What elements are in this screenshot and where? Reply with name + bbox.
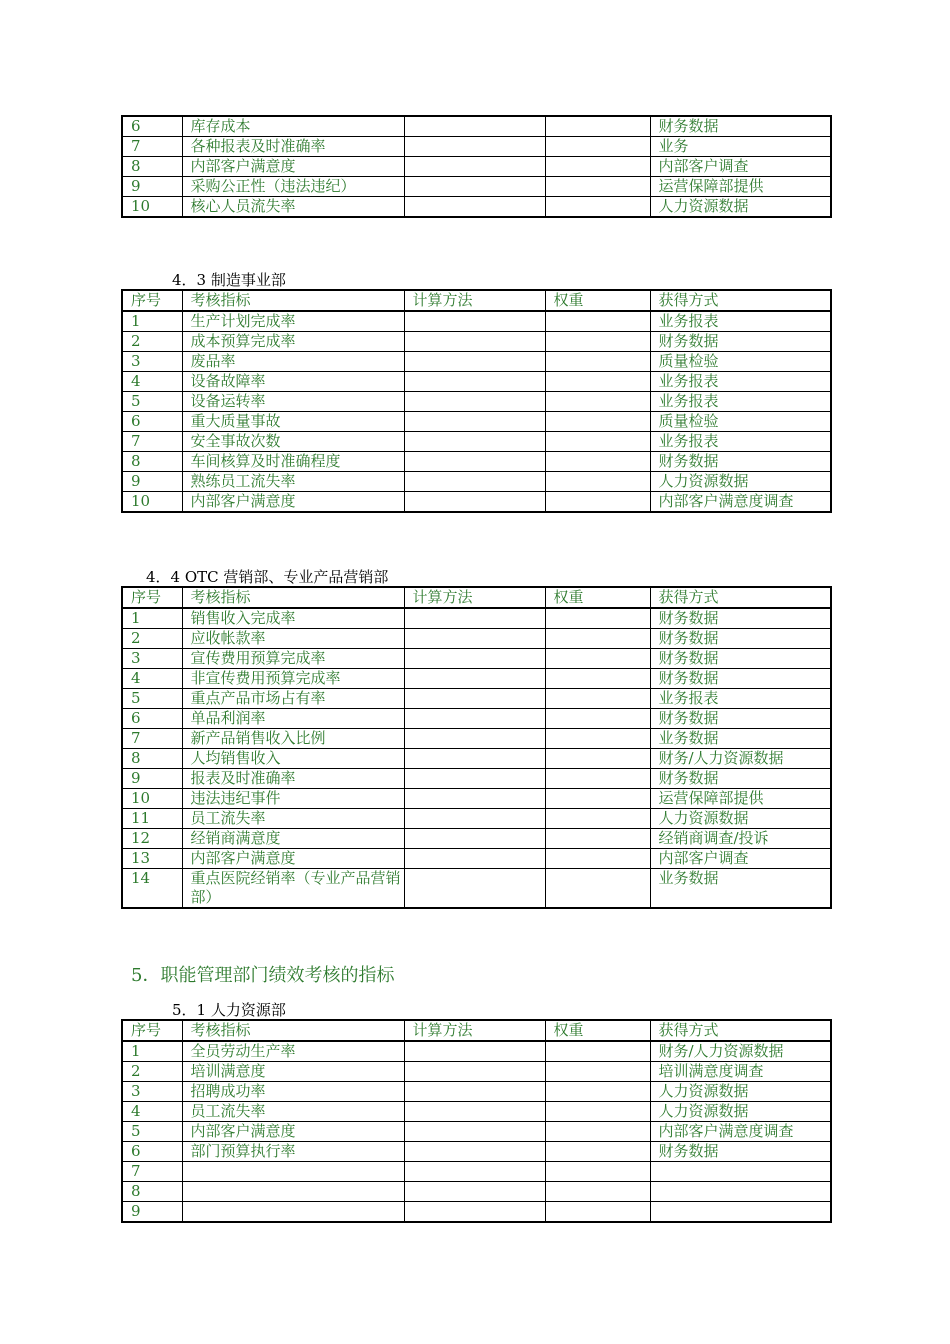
table-row: [122, 1142, 831, 1162]
table-row: [122, 1162, 831, 1182]
table-4-4: [121, 586, 832, 909]
cell-source: 财务数据: [650, 1142, 831, 1162]
cell-source: [650, 1162, 831, 1182]
cell-row-number: 7: [122, 1162, 182, 1182]
cell-indicator: 销售收入完成率: [182, 608, 404, 629]
cell-calc-method: [404, 649, 545, 669]
cell-weight: [545, 849, 650, 869]
table-row: [122, 352, 831, 372]
table-row: [122, 432, 831, 452]
cell-weight: [545, 372, 650, 392]
cell-weight: [545, 137, 650, 157]
cell-row-number: 6: [122, 116, 182, 137]
cell-source: 财务数据: [650, 769, 831, 789]
cell-calc-method: [404, 157, 545, 177]
table-row: [122, 729, 831, 749]
cell-source: 财务数据: [650, 116, 831, 137]
table-row: [122, 689, 831, 709]
cell-calc-method: [404, 809, 545, 829]
cell-weight: [545, 177, 650, 197]
cell-indicator: 采购公正性（违法违纪）: [182, 177, 404, 197]
cell-indicator: 内部客户满意度: [182, 492, 404, 513]
cell-calc-method: [404, 769, 545, 789]
table-row: [122, 629, 831, 649]
cell-weight: [545, 1202, 650, 1223]
cell-row-number: 8: [122, 452, 182, 472]
cell-indicator: 人均销售收入: [182, 749, 404, 769]
table-row: [122, 1041, 831, 1062]
cell-indicator: 应收帐款率: [182, 629, 404, 649]
cell-row-number: 1: [122, 608, 182, 629]
table-row: [122, 177, 831, 197]
cell-source: 质量检验: [650, 412, 831, 432]
cell-calc-method: [404, 629, 545, 649]
header-row-number: 序号: [122, 587, 182, 608]
cell-weight: [545, 829, 650, 849]
cell-calc-method: [404, 749, 545, 769]
section-5-1-heading: 5．1 人力资源部: [172, 1001, 286, 1019]
cell-calc-method: [404, 1162, 545, 1182]
cell-calc-method: [404, 1122, 545, 1142]
cell-calc-method: [404, 332, 545, 352]
cell-indicator: 车间核算及时准确程度: [182, 452, 404, 472]
cell-calc-method: [404, 789, 545, 809]
cell-source: 内部客户调查: [650, 157, 831, 177]
table-row: [122, 311, 831, 332]
cell-indicator: 违法违纪事件: [182, 789, 404, 809]
cell-row-number: 5: [122, 1122, 182, 1142]
cell-calc-method: [404, 492, 545, 513]
cell-weight: [545, 1041, 650, 1062]
cell-row-number: 13: [122, 849, 182, 869]
cell-weight: [545, 197, 650, 218]
cell-weight: [545, 709, 650, 729]
cell-source: 业务报表: [650, 372, 831, 392]
table-row: [122, 332, 831, 352]
cell-weight: [545, 116, 650, 137]
cell-source: 财务数据: [650, 709, 831, 729]
table-row: [122, 412, 831, 432]
cell-source: 财务/人力资源数据: [650, 749, 831, 769]
cell-indicator: 员工流失率: [182, 809, 404, 829]
cell-source: 业务报表: [650, 392, 831, 412]
table-row: [122, 1082, 831, 1102]
cell-row-number: 9: [122, 177, 182, 197]
cell-weight: [545, 689, 650, 709]
cell-weight: [545, 472, 650, 492]
cell-row-number: 11: [122, 809, 182, 829]
header-source: 获得方式: [650, 290, 831, 311]
cell-calc-method: [404, 829, 545, 849]
cell-row-number: 8: [122, 749, 182, 769]
cell-source: 财务数据: [650, 649, 831, 669]
cell-source: 业务报表: [650, 311, 831, 332]
cell-row-number: 4: [122, 372, 182, 392]
table-row: [122, 869, 831, 909]
cell-weight: [545, 311, 650, 332]
table-row: [122, 472, 831, 492]
table-row: [122, 392, 831, 412]
table-row: [122, 1122, 831, 1142]
section-4-3-heading: 4．3 制造事业部: [172, 271, 286, 289]
cell-weight: [545, 1082, 650, 1102]
cell-calc-method: [404, 1102, 545, 1122]
cell-calc-method: [404, 392, 545, 412]
table-row: [122, 197, 831, 218]
table-row: [122, 1202, 831, 1223]
cell-source: 运营保障部提供: [650, 789, 831, 809]
header-calc-method: 计算方法: [404, 587, 545, 608]
cell-row-number: 7: [122, 729, 182, 749]
cell-weight: [545, 1122, 650, 1142]
cell-calc-method: [404, 1202, 545, 1223]
cell-source: 经销商调查/投诉: [650, 829, 831, 849]
header-calc-method: 计算方法: [404, 1020, 545, 1041]
cell-row-number: 14: [122, 869, 182, 909]
cell-source: 质量检验: [650, 352, 831, 372]
cell-weight: [545, 789, 650, 809]
cell-calc-method: [404, 472, 545, 492]
cell-calc-method: [404, 372, 545, 392]
cell-indicator: 重点医院经销率（专业产品营销部）: [182, 869, 404, 909]
table-5-1: [121, 1019, 832, 1223]
cell-weight: [545, 1162, 650, 1182]
cell-weight: [545, 452, 650, 472]
cell-weight: [545, 869, 650, 909]
table-continued: [121, 115, 832, 218]
table-row: [122, 709, 831, 729]
cell-calc-method: [404, 452, 545, 472]
cell-indicator: [182, 1162, 404, 1182]
cell-indicator: 培训满意度: [182, 1062, 404, 1082]
cell-indicator: 重大质量事故: [182, 412, 404, 432]
cell-weight: [545, 608, 650, 629]
cell-row-number: 8: [122, 157, 182, 177]
cell-source: 人力资源数据: [650, 1102, 831, 1122]
cell-source: 业务数据: [650, 869, 831, 909]
table-row: [122, 1182, 831, 1202]
cell-weight: [545, 392, 650, 412]
header-calc-method: 计算方法: [404, 290, 545, 311]
table-row: [122, 809, 831, 829]
cell-calc-method: [404, 849, 545, 869]
cell-indicator: 熟练员工流失率: [182, 472, 404, 492]
cell-weight: [545, 432, 650, 452]
cell-source: 人力资源数据: [650, 1082, 831, 1102]
header-indicator: 考核指标: [182, 290, 404, 311]
cell-calc-method: [404, 177, 545, 197]
cell-calc-method: [404, 1041, 545, 1062]
cell-source: 培训满意度调查: [650, 1062, 831, 1082]
cell-row-number: 5: [122, 689, 182, 709]
cell-indicator: 单品利润率: [182, 709, 404, 729]
cell-indicator: 经销商满意度: [182, 829, 404, 849]
cell-weight: [545, 669, 650, 689]
cell-calc-method: [404, 311, 545, 332]
header-row-number: 序号: [122, 1020, 182, 1041]
cell-indicator: 安全事故次数: [182, 432, 404, 452]
cell-row-number: 3: [122, 649, 182, 669]
cell-source: 财务数据: [650, 669, 831, 689]
header-indicator: 考核指标: [182, 587, 404, 608]
cell-row-number: 2: [122, 629, 182, 649]
cell-row-number: 4: [122, 1102, 182, 1122]
cell-source: 人力资源数据: [650, 197, 831, 218]
cell-weight: [545, 1062, 650, 1082]
cell-source: 人力资源数据: [650, 809, 831, 829]
cell-indicator: 库存成本: [182, 116, 404, 137]
cell-indicator: 内部客户满意度: [182, 849, 404, 869]
cell-source: 财务/人力资源数据: [650, 1041, 831, 1062]
cell-weight: [545, 729, 650, 749]
table-row: [122, 849, 831, 869]
cell-calc-method: [404, 412, 545, 432]
cell-row-number: 7: [122, 137, 182, 157]
cell-indicator: 废品率: [182, 352, 404, 372]
cell-indicator: 内部客户满意度: [182, 1122, 404, 1142]
cell-indicator: 各种报表及时准确率: [182, 137, 404, 157]
cell-row-number: 6: [122, 709, 182, 729]
cell-row-number: 10: [122, 492, 182, 513]
cell-row-number: 3: [122, 1082, 182, 1102]
table-row: [122, 157, 831, 177]
header-weight: 权重: [545, 587, 650, 608]
cell-row-number: 12: [122, 829, 182, 849]
cell-weight: [545, 1182, 650, 1202]
cell-calc-method: [404, 709, 545, 729]
cell-indicator: 设备故障率: [182, 372, 404, 392]
cell-weight: [545, 332, 650, 352]
table-row: [122, 749, 831, 769]
cell-row-number: 1: [122, 311, 182, 332]
cell-row-number: 10: [122, 197, 182, 218]
cell-indicator: 报表及时准确率: [182, 769, 404, 789]
cell-row-number: 9: [122, 472, 182, 492]
cell-weight: [545, 352, 650, 372]
cell-row-number: 1: [122, 1041, 182, 1062]
cell-weight: [545, 157, 650, 177]
cell-row-number: 10: [122, 789, 182, 809]
table-header-row: [122, 290, 831, 311]
cell-weight: [545, 809, 650, 829]
cell-source: [650, 1202, 831, 1223]
cell-source: 业务数据: [650, 729, 831, 749]
cell-row-number: 5: [122, 392, 182, 412]
cell-indicator: 核心人员流失率: [182, 197, 404, 218]
table-row: [122, 492, 831, 513]
table-row: [122, 137, 831, 157]
cell-indicator: 成本预算完成率: [182, 332, 404, 352]
cell-indicator: 重点产品市场占有率: [182, 689, 404, 709]
header-source: 获得方式: [650, 1020, 831, 1041]
cell-calc-method: [404, 1082, 545, 1102]
table-row: [122, 1102, 831, 1122]
cell-row-number: 2: [122, 1062, 182, 1082]
header-weight: 权重: [545, 1020, 650, 1041]
cell-weight: [545, 769, 650, 789]
cell-calc-method: [404, 1142, 545, 1162]
cell-source: 财务数据: [650, 332, 831, 352]
cell-weight: [545, 412, 650, 432]
table-row: [122, 452, 831, 472]
header-row-number: 序号: [122, 290, 182, 311]
cell-weight: [545, 629, 650, 649]
table-header-row: [122, 1020, 831, 1041]
table-row: [122, 116, 831, 137]
section-4-4-heading: 4．4 OTC 营销部、专业产品营销部: [146, 568, 389, 586]
table-row: [122, 829, 831, 849]
cell-calc-method: [404, 669, 545, 689]
cell-calc-method: [404, 352, 545, 372]
cell-weight: [545, 649, 650, 669]
cell-indicator: 设备运转率: [182, 392, 404, 412]
cell-source: 财务数据: [650, 629, 831, 649]
cell-row-number: 9: [122, 1202, 182, 1223]
cell-weight: [545, 1102, 650, 1122]
cell-row-number: 2: [122, 332, 182, 352]
cell-source: 财务数据: [650, 608, 831, 629]
table-row: [122, 669, 831, 689]
cell-indicator: 内部客户满意度: [182, 157, 404, 177]
cell-row-number: 9: [122, 769, 182, 789]
cell-calc-method: [404, 608, 545, 629]
cell-source: 财务数据: [650, 452, 831, 472]
cell-source: 业务报表: [650, 689, 831, 709]
table-4-3: [121, 289, 832, 513]
table-header-row: [122, 587, 831, 608]
cell-calc-method: [404, 689, 545, 709]
cell-indicator: 非宣传费用预算完成率: [182, 669, 404, 689]
cell-weight: [545, 492, 650, 513]
table-row: [122, 789, 831, 809]
cell-indicator: 生产计划完成率: [182, 311, 404, 332]
cell-calc-method: [404, 869, 545, 909]
cell-indicator: 招聘成功率: [182, 1082, 404, 1102]
cell-source: 内部客户调查: [650, 849, 831, 869]
cell-source: 业务报表: [650, 432, 831, 452]
cell-calc-method: [404, 1182, 545, 1202]
cell-indicator: [182, 1202, 404, 1223]
cell-calc-method: [404, 432, 545, 452]
cell-source: 运营保障部提供: [650, 177, 831, 197]
cell-calc-method: [404, 729, 545, 749]
cell-source: 内部客户满意度调查: [650, 492, 831, 513]
cell-indicator: 员工流失率: [182, 1102, 404, 1122]
cell-row-number: 6: [122, 1142, 182, 1162]
cell-source: 内部客户满意度调查: [650, 1122, 831, 1142]
table-row: [122, 608, 831, 629]
cell-weight: [545, 749, 650, 769]
table-row: [122, 769, 831, 789]
table-row: [122, 372, 831, 392]
header-source: 获得方式: [650, 587, 831, 608]
cell-indicator: 新产品销售收入比例: [182, 729, 404, 749]
table-row: [122, 649, 831, 669]
cell-row-number: 4: [122, 669, 182, 689]
cell-indicator: 部门预算执行率: [182, 1142, 404, 1162]
cell-source: [650, 1182, 831, 1202]
cell-indicator: [182, 1182, 404, 1202]
cell-calc-method: [404, 116, 545, 137]
table-row: [122, 1062, 831, 1082]
cell-row-number: 7: [122, 432, 182, 452]
cell-row-number: 6: [122, 412, 182, 432]
cell-row-number: 8: [122, 1182, 182, 1202]
header-weight: 权重: [545, 290, 650, 311]
cell-calc-method: [404, 137, 545, 157]
cell-calc-method: [404, 1062, 545, 1082]
cell-row-number: 3: [122, 352, 182, 372]
cell-source: 业务: [650, 137, 831, 157]
header-indicator: 考核指标: [182, 1020, 404, 1041]
cell-indicator: 全员劳动生产率: [182, 1041, 404, 1062]
cell-calc-method: [404, 197, 545, 218]
cell-weight: [545, 1142, 650, 1162]
cell-indicator: 宣传费用预算完成率: [182, 649, 404, 669]
section-5-heading: 5．职能管理部门绩效考核的指标: [131, 965, 395, 986]
cell-source: 人力资源数据: [650, 472, 831, 492]
